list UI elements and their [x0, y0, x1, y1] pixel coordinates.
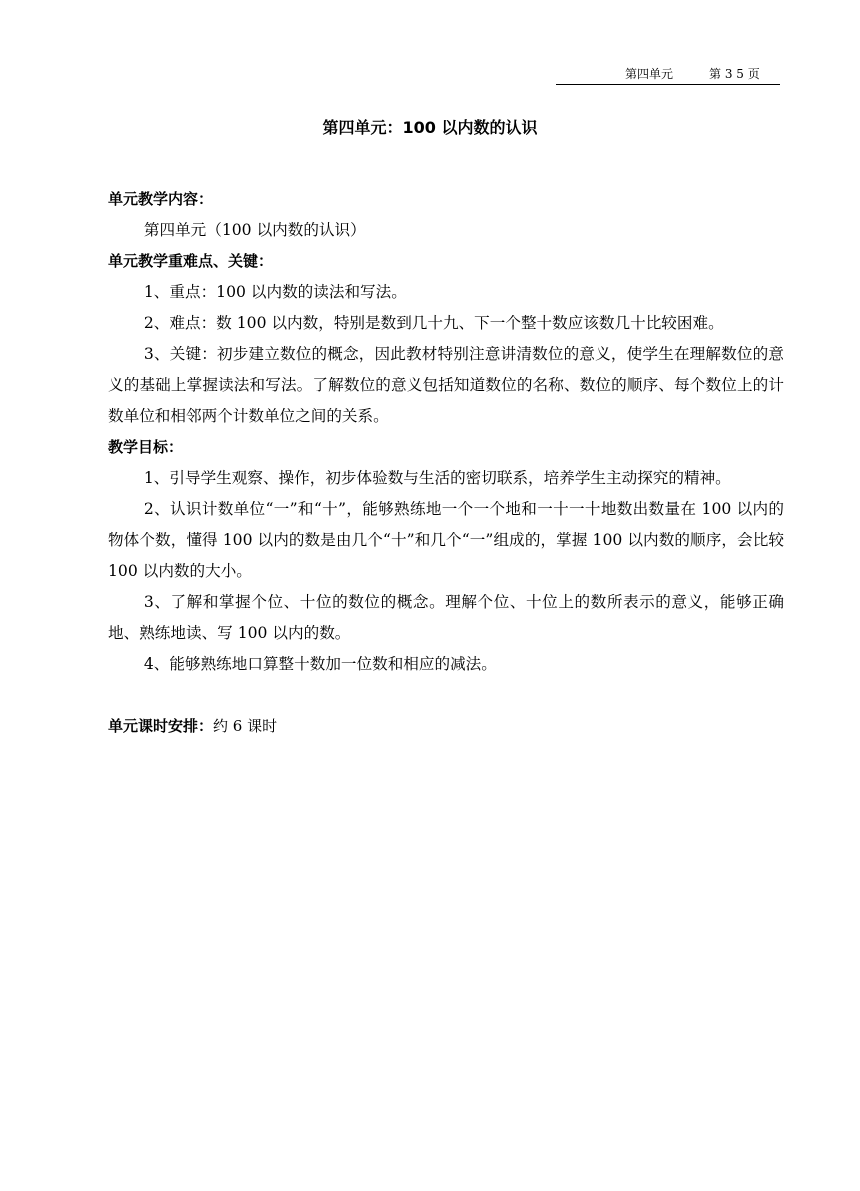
goal-4: 4、能够熟练地口算整十数加一位数和相应的减法。 [143, 655, 497, 673]
header-page-number: 第 3 5 页 [709, 67, 760, 81]
goals-heading: 教学目标： [108, 438, 184, 456]
key-point-3: 3、关键：初步建立数位的概念，因此教材特别注意讲清数位的意义，使学生在理解数位的意义的基础上掌握读法和写法。了解数位的意义包括知道数位的名称、数位的顺序、每个数位上的计数单位和相邻两个计数单位之间的关系。 [108, 345, 784, 425]
schedule-value: 约 6 课时 [213, 717, 278, 735]
schedule-line [108, 711, 784, 742]
page-header [556, 64, 780, 85]
goal-3: 3、了解和掌握个位、十位的数位的概念。理解个位、十位上的数所表示的意义，能够正确地、熟练地读、写 100 以内的数。 [108, 593, 784, 642]
key-point-2: 2、难点：数 100 以内数，特别是数到几十九、下一个整十数应该数几十比较困难。 [143, 314, 724, 332]
schedule-heading: 单元课时安排： [108, 717, 214, 735]
header-unit: 第四单元 [625, 67, 674, 81]
unit-content-heading: 单元教学内容： [108, 190, 214, 208]
document-body [108, 184, 784, 742]
key-points-heading: 单元教学重难点、关键： [108, 252, 274, 270]
unit-content-text: 第四单元（100 以内数的认识） [143, 221, 366, 239]
section-spacer [108, 680, 784, 711]
goal-2: 2、认识计数单位“一”和“十”，能够熟练地一个一个地和一十一十地数出数量在 100 以内的物体个数，懂得 100 以内的数是由几个“十”和几个“一”组成的，掌握 100 以内数的顺序，会比较 100 以内数的大小。 [108, 500, 784, 580]
key-point-1: 1、重点：100 以内数的读法和写法。 [143, 283, 407, 301]
document-title: 第四单元：100 以内数的认识 [322, 118, 538, 137]
goal-1: 1、引导学生观察、操作，初步体验数与生活的密切联系，培养学生主动探究的精神。 [143, 469, 731, 487]
